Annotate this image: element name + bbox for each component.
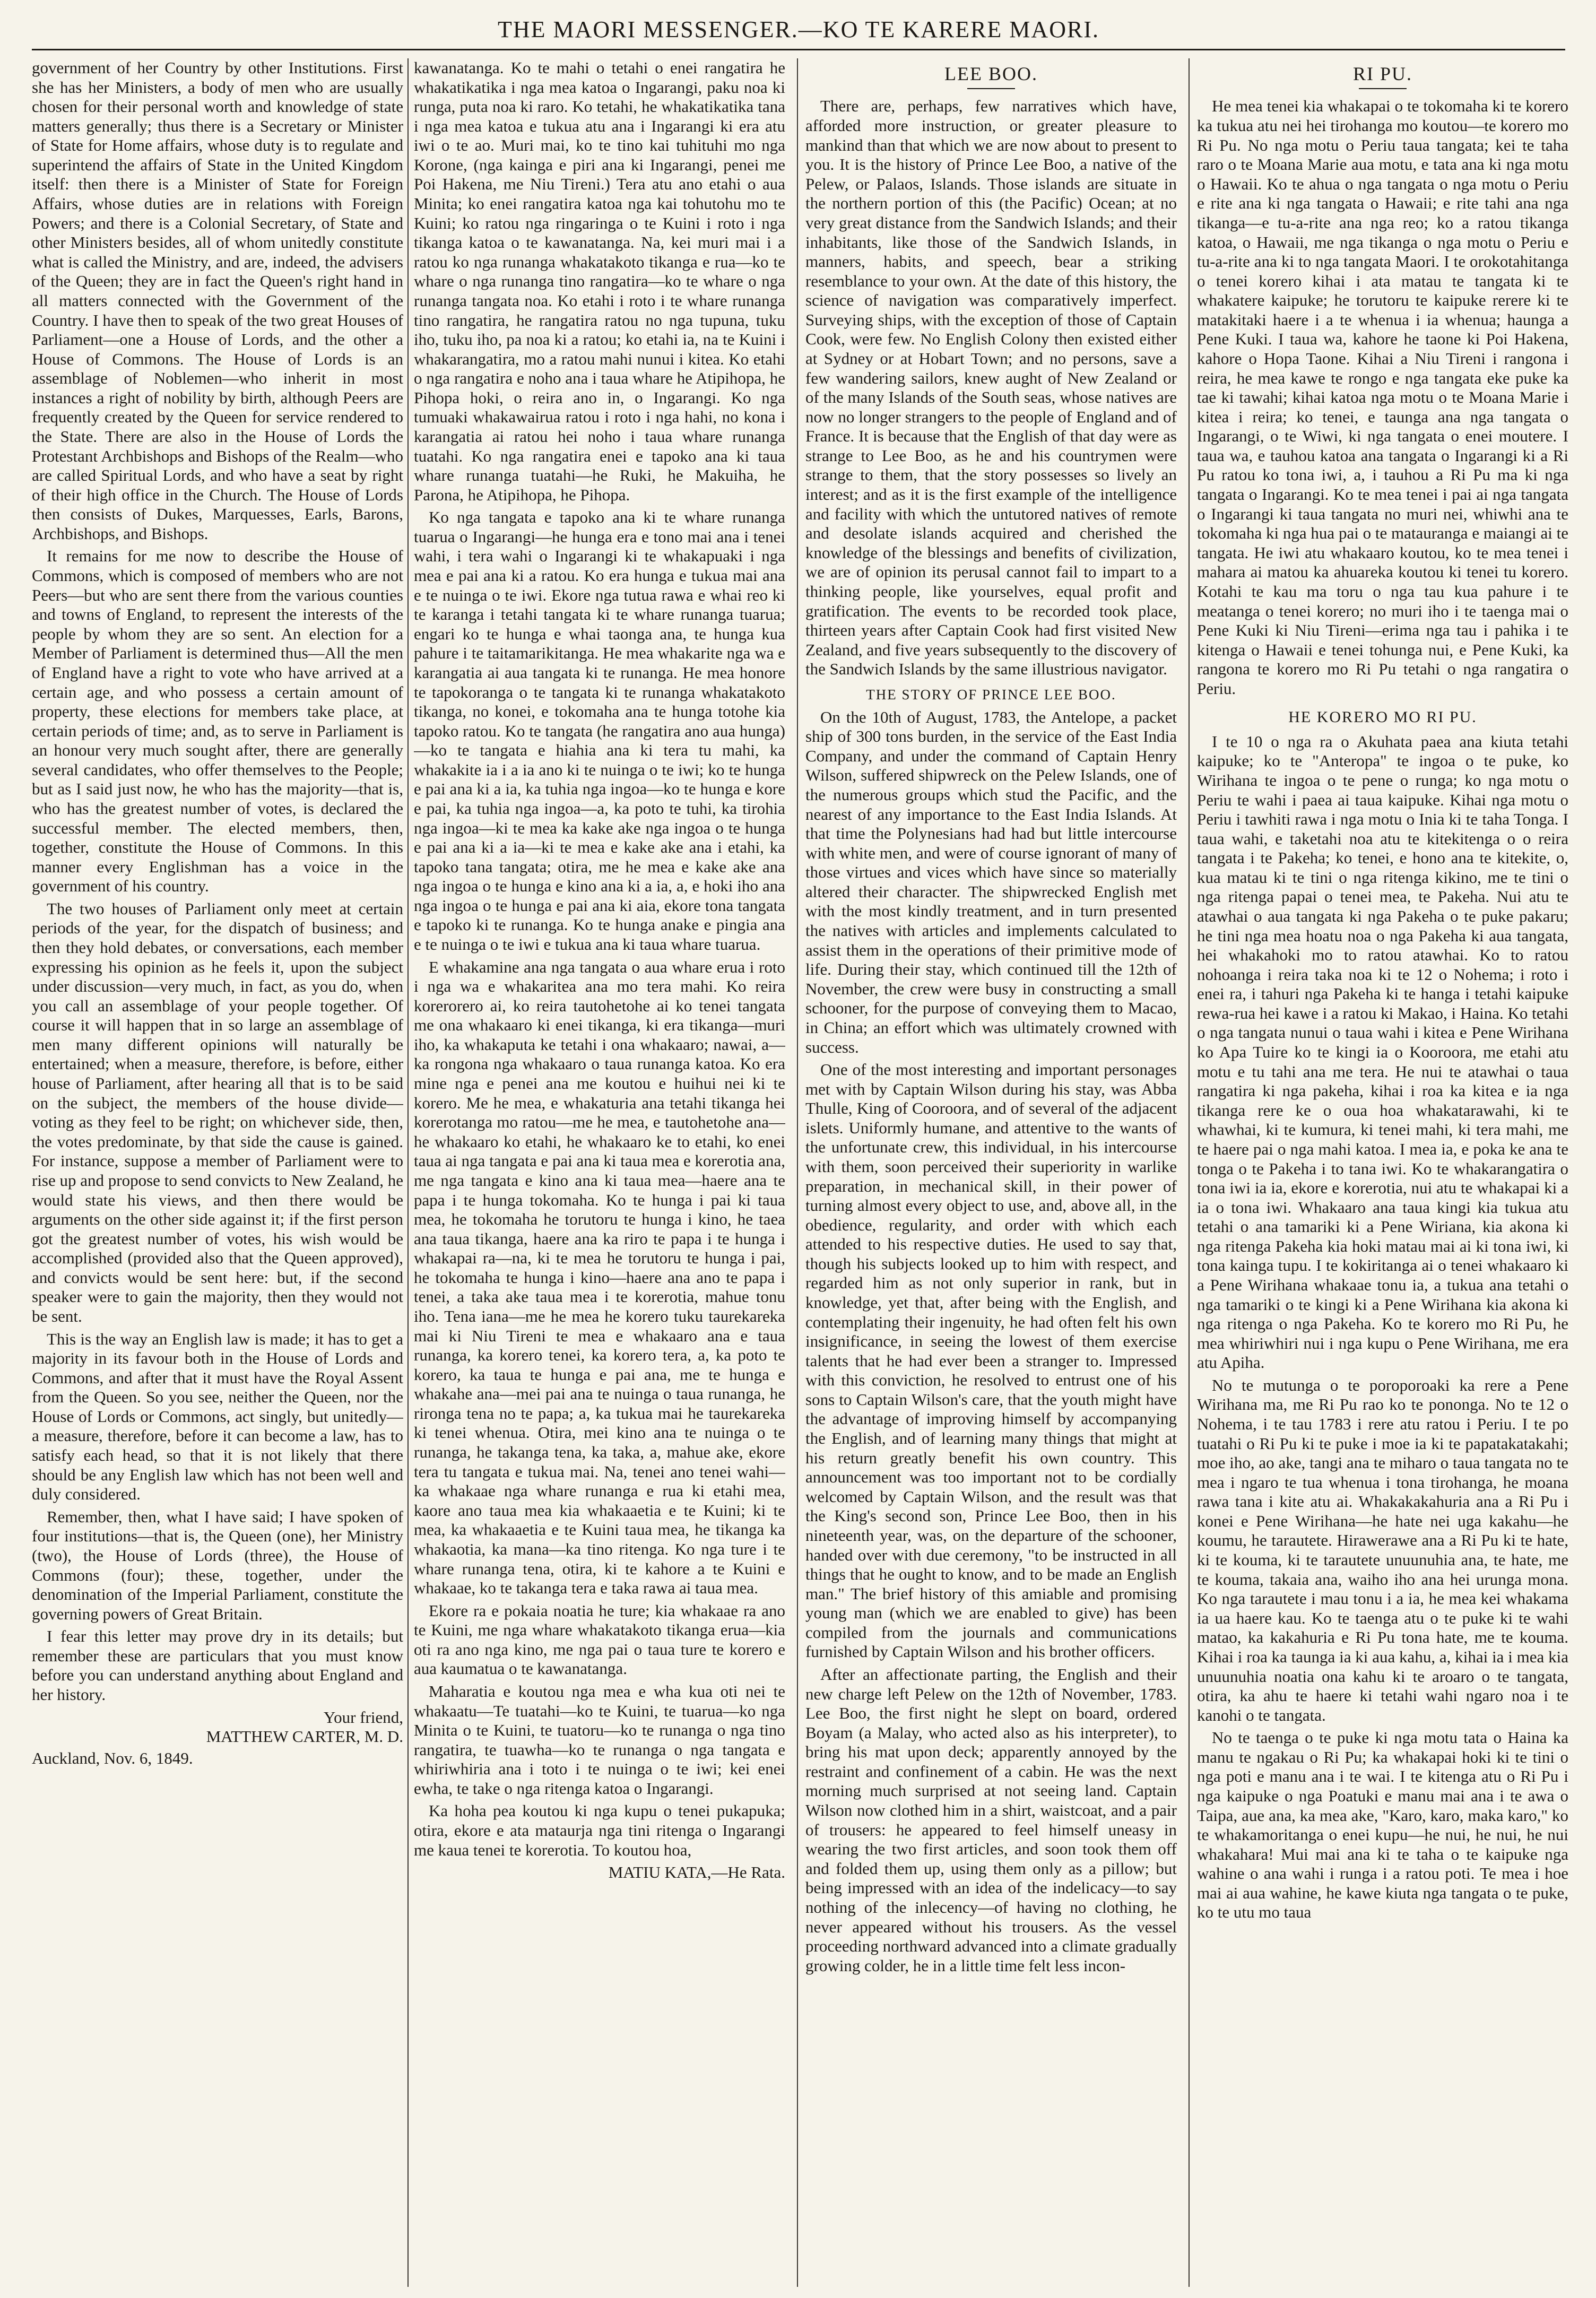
article-paragraph: There are, perhaps, few narratives which have, afforded more instruction, or greater pleasure to mankind than that which we are now about to present to you. It is the history of Prince Lee Boo, a native of the Pelew, or Palaos, Islands. Those islands are situate in the northern portion of this (the Pacific) Ocean; at no very great distance from the Sandwich Islands; and their inhabitants, like those of the Sandwich Islands, in manners, habits, and speech, bear a striking resemblance to your own. At the date of this history, the science of navigation was comparatively imperfect. Surveying ships, with the exception of those of Captain Cook, were few. No English Colony then existed either at Sydney or at Hobart Town; and no persons, save a few wandering sailors, knew aught of New Zealand or of the many Islands of the South seas, whose natives are now no longer strangers to the people of England and of France. It is because that the English of that day were as strange to Lee Boo, as he and his countrymen were strange to them, that the story possesses so lively an interest; and as it is the first example of the intelligence and facility with which the untutored natives of remote and desolate islands acquired and cherished the knowledge of the blessings and benefits of civilization, we are of opinion its perusal cannot fail to impart to a thinking people, like yourselves, equal profit and gratification. The events to be recorded took place, thirteen years after Captain Cook had first visited New Zealand, and five years subsequently to the discovery of the Sandwich Islands by the same illustrious navigator. <box>805 97 1177 679</box>
letter-closing: Your friend, <box>323 1707 403 1727</box>
maori-letter-paragraph: Ka hoha pea koutou ki nga kupu o tenei pukapuka; otira, ekore e ata mataurja nga tini ritenga o Ingarangi me kaua tenei te korerotia. To koutou hoa, <box>414 1801 785 1859</box>
column-ri-pu <box>1197 58 1568 2287</box>
article-title: RI PU. <box>1352 63 1413 84</box>
letter-paragraph: This is the way an English law is made; it has to get a majority in its favour both in the House of Lords and Commons, and after that it must have the Royal Assent from the Queen. So you see, neither the Queen, nor the House of Lords or Commons, act singly, but unitedly—a measure, therefore, before it can become a law, has to satisfy each head, so that it is not likely that there should be any English law which has not been well and duly considered. <box>32 1329 403 1504</box>
maori-letter-paragraph: E whakamine ana nga tangata o aua whare erua i roto i nga wa e whakaritea ana mo tera mahi. Ko reira korerorero ai, ko reira tautohetohe ai ko tenei tangata me ona whakaaro ki enei tikanga, ki era tikanga—muri iho, ka whakaputa ke tetahi i ona whakaaro; nawai, a—ka rongona nga whakaaro o taua runanga katoa. Ko era mine nga e penei ana me koutou e huihui nei ki te korero. Me he mea, e whakaturia ana tetahi tikanga hei korerotanga mo ratou—me he mea, e tautohetohe ana—he whakaaro ko etahi, he whakaaro ke to etahi, ko enei taua ai nga tangata e pai ana ki taua mea e korerotia ana, me nga tangata e kino ana ki taua mea—haere ana te papa i te hunga tokomaha. Ko te hunga i pai ki taua mea, he tokomaha he torutoru te hunga i kino, he taea ana taua tikanga, haere ana ka riro te papa i te hunga i whakapai ra—na, ki te mea he torutoru te hunga i pai, he tokomaha te hunga i kino—haere ana ano te papa i tenei, a taka ake taua mea i te korerotia, mahue tonu iho. Tena iana—me he mea he korero tuku taurekareka mai ki Niu Tireni te mea e whakaaro ana e taua runanga, ka korero tenei, ka korero tera, a, ka poto te korero, ka taua te hunga e pai ana, me te hunga e whakahe ana—mei pai ana te nuinga o taua runanga, he rironga tena no te papa; a, ka tukua mai he taurekareka ki tenei whenua. Otira, mei kino ana te nuinga o te runanga, he takanga tena, ka taka, a, mahue ake, ekore tera tu tangata e tukua mai. Na, tenei ano tenei wahi—ka whakaae nga whare runanga e rua ki etahi mea, kaore ano taua mea kia whakaaetia e te Kuini; ki te mea, ka whakaaetia e te Kuini taua mea, he tikanga ka whakaotia, ka mana—ka tino ritenga. Ko nga ture i te whare runanga tena, otira, ki te kahore a te Kuini e whakaae, ko te takanga tera e taka rawa ai taua mea. <box>414 957 785 1598</box>
column-maori-letter <box>414 58 785 2287</box>
article-subheading: THE STORY OF PRINCE LEE BOO. <box>866 686 1116 703</box>
maori-letter-signature: MATIU KATA,—He Rata. <box>608 1863 785 1882</box>
title-rule <box>967 88 1015 89</box>
article-paragraph: After an affectionate parting, the English and their new charge left Pelew on the 12th of November, 1783. Lee Boo, the first night he slept on board, ordered Boyam (a Malay, who acted also as his interpreter), to bring his mat upon deck; apparently annoyed by the restraint and confinement of a cabin. He was the next morning much surprised at not seeing land. Captain Wilson now clothed him in a shirt, waistcoat, and a pair of trousers: he appeared to feel himself uneasy in wearing the two first articles, and soon took them off and folded them up, using them only as a pillow; but being impressed with an idea of the indelicacy—to say nothing of the inlecency—of having no clothing, he never appeared without his trousers. As the vessel proceeding northward advanced into a climate gradually growing colder, he in a little time felt less incon- <box>805 1665 1177 1975</box>
article-paragraph: No te mutunga o te poroporoaki ka rere a Pene Wirihana ma, me Ri Pu rao ko te pononga. No te 12 o Nohema, i te tau 1783 i rere atu ratou i Periu. I te po tuatahi o Ri Pu ki te puke i moe ia ki te papatakatakahi; moe iho, ao ake, tangi ana te miharo o taua tangata no te mea i ngaro te tua whenua i tona tirohanga, he moana rawa tana i kite atu ai. Whakakakahuria ana a Ri Pu i konei e Pene Wirihana—he hate nei uga kakahu—he koumu, he tarautete. Hirawerawe ana a Ri Pu ki te hate, ki te kouma, ki te tarautete unuunuhia ana, te hate, me te kouma, takaia ana, waiho iho ana hei urunga mona. Ko nga tarautete i mau tonu i a ia, he mea kei whakama ia ua haere kau. Ko te taenga atu o te puke ki te wahi matao, ka kakahuria e Ri Pu tona hate, me te kouma. Kihai i roa ka taunga ia ki aua kahu, a, kihai ia i mea kia unuunuhia noatia ona kahu ki te aroaro o te tangata, otira, ka ahu te haere ki tetahi wahi ngaro noa i te kanohi o te tangata. <box>1197 1375 1568 1724</box>
letter-signoff <box>32 1708 403 1747</box>
article-paragraph: No te taenga o te puke ki nga motu tata o Haina ka manu te ngakau o Ri Pu; ka whakapai hoki ki te tini o nga poti e manu ana i te wai. I te kitenga atu o Ri Pu i nga kaipuke o nga Poatuki e manu mai ana i te awa o Taipa, aue ana, ka mea ake, "Karo, karo, maka karo," ko te whakamoritanga o enei kupu—he nui, he nui, he nui whakahara! Mui mai ana ki te taha o te kaipuke nga wahine o ana wahi i runga i a ratou poti. Te mea i hoe mai ai aua wahine, he kawe kiuta nga tangata o te puke, ko te utu mo taua <box>1197 1728 1568 1922</box>
letter-signature: MATTHEW CARTER, M. D. <box>206 1727 403 1746</box>
column-divider <box>1189 58 1190 2287</box>
article-paragraph: I te 10 o nga ra o Akuhata paea ana kiuta tetahi kaipuke; ko te "Anteropa" te ingoa o te puke, ko Wirihana te ingoa o te pene o runga; ko nga motu o Periu te wahi i paea ai taua kaipuke. Kihai nga motu o Periu i tawhiti rawa i nga motu o Inia ki te taha Tonga. I taua wahi, e taketahi noa atu te kitekitenga o o reira tangata i te Pakeha; ko tenei, e hono ana te kitekite, o, kua matau ki te tini o nga ritenga kikino, me te tini o nga ritenga papai o tenei mea, te Pakeha. Nui atu te atawhai o aua tangata ki nga Pakeha o te puke pakaru; he tini nga mea hoatu noa o nga Pakeha ki aua tangata, hei whakahoki mo to ratou atawhai. Ko to ratou nohoanga i reira taka noa ki te 12 o Nohema; i roto i enei ra, i tahuri nga Pakeha ki te hanga i tetahi kaipuke rewa-rua hei kawe i a ratou ki Makao, i Haina. Ko tetahi o nga tangata nunui o taua wahi i kitea e Pene Wirihana ko Apa Tuire ko te kingi ia o Kooroora, me etahi atu motu e tu tahi ana me tera. He nui te atawhai o taua rangatira ki nga pakeha, kihai i roa ka kitea e ia nga tikanga rere ke o oua hoa whakatarawahi, ki te whawhai, ki te kumura, ki tenei mahi, ki tera mahi, me te haere pai o nga mahi katoa. I mea ia, e poka ke ana te tonga o te Pakeha i to tana iwi. Ko te whakarangatira o tona iwi ia ia, ekore e korerotia, nui atu te whakapai ki a ia o tona iwi. Whakaaro ana taua kingi kia tukua atu tetahi o ana tamariki ki a Pene Wiriana, kia akona ki nga ritenga Pakeha kia hoki matau mai ai ki tona iwi, ki tona kainga tupu. I te kokiritanga ai o tenei whakaaro ki a Pene Wirihana whakaae tonu ia, a tukua ana tetahi o nga tamariki o te kingi ki a Pene Wirihana kia akona ki nga ritenga o nga Pakeha. Ko te korero mo Ri Pu, he mea whiriwhiri nui i nga kupu o Pene Wirihana, me era atu Apiha. <box>1197 732 1568 1372</box>
masthead-title: THE MAORI MESSENGER.—KO TE KARERE MAORI. <box>498 16 1099 42</box>
letter-paragraph: I fear this letter may prove dry in its details; but remember these are particulars that you must know before you can understand anything about England and her history. <box>32 1627 403 1704</box>
letter-paragraph: Remember, then, what I have said; I have spoken of four institutions—that is, the Queen (one), her Ministry (two), the House of Lords (three), the House of Commons (four); these, together, under the denomination of the Imperial Parliament, constitute the governing powers of Great Britain. <box>32 1507 403 1623</box>
article-subheading: HE KORERO MO RI PU. <box>1288 708 1477 726</box>
article-paragraph: One of the most interesting and important personages met with by Captain Wilson during his stay, was Abba Thulle, King of Cooroora, and of several of the adjacent islets. Uniformly humane, and attentive to the wants of the unfortunate crew, this individual, in his intercourse with them, soon perceived their superiority in warlike preparation, in mechanical skill, in their power of turning almost every object to use, and, above all, in the obedience, regularity, and order with which each attended to his respective duties. He used to say that, though his subjects looked up to him with respect, and regarded him as not only superior in rank, but in knowledge, yet that, after being with the English, and contemplating their ingenuity, he had often felt his own insignificance, in seeing the lowest of them exercise talents that he had ever been a stranger to. Impressed with this conviction, he resolved to entrust one of his sons to Captain Wilson's care, that the youth might have the advantage of improving himself by accompanying the English, and of learning many things that might at his return greatly benefit his own country. This announcement was too important not to be cordially welcomed by Captain Wilson, and the result was that the King's second son, Prince Lee Boo, then in his nineteenth year, was, on the departure of the schooner, handed over with due ceremony, "to be instructed in all things that he ought to know, and to be made an English man." The brief history of this amiable and promising young man (which we are enabled to give) has been compiled from the journals and communications furnished by Captain Wilson and his brother officers. <box>805 1060 1177 1661</box>
column-divider <box>407 58 409 2287</box>
maori-letter-paragraph: Ekore ra e pokaia noatia he ture; kia whakaae ra ano te Kuini, me nga whare whakatakoto tikanga erua—kia oti ra ano nga kino, me nga pai o taua ture te korero e aua kaumatua o te kawanatanga. <box>414 1601 785 1678</box>
title-rule <box>1359 88 1407 89</box>
masthead-rule <box>32 49 1565 50</box>
maori-letter-paragraph: Ko nga tangata e tapoko ana ki te whare runanga tuarua o Ingarangi—he hunga era e tono mai ana i tenei wahi, i tera wahi o Ingarangi ki te whakapuaki i nga mea e pai ana ki a ratou. Ko era hunga e tukua mai ana e te nuinga o te iwi. Ekore nga tutua rawa e whai reo ki te karanga i tetahi tangata ki te whare runanga tuarua; engari ko te hunga e whai taonga ana, te hunga kua pahure i te taitamarikitanga. He mea whakarite nga wa e karangatia ai aua tangata ki te runanga. He mea honore te tapokoranga o te tangata ki te runanga whakatakoto tikanga, no konei, e tokomaha ana te hunga totohe kia tapoko ratou. Ko te tangata (he rangatira ano aua hunga)—ko te tangata e hiahia ana ki tera tu mahi, ka whakakite ia i a ia ano ki te nuinga o te iwi; ko te hunga e pai ana ki a ia, ka tuhia nga ingoa—ko te hunga e kore e pai, ka tuhia nga ingoa—a, ka poto te tuhi, ka tirohia nga ingoa—ki te mea ka kake ake nga ingoa o te hunga e pai ana ki a ia—ki te mea e kake ake ana i etahi, ka tapoko tana tangata; otira, me he mea e kake ake ana nga ingoa o te hunga e kino ana ki a ia, a, e hoki iho ana nga ingoa o te hunga e pai ana ki aia, ekore tona tangata e tapoko ki te runanga. Ko te hunga anake e pingia ana e te nuinga o te iwi e tukua ana ki taua whare tuarua. <box>414 508 785 954</box>
article-paragraph: He mea tenei kia whakapai o te tokomaha ki te korero ka tukua atu nei hei tirohanga mo koutou—te korero mo Ri Pu. No nga motu o Periu taua tangata; kei te taha raro o te Moana Marie aua motu, e tata ana ki nga motu o Hawaii. Ko te ahua o nga tangata o nga motu o Periu e rite ana ki nga tangata o Hawaii; e rite tahi ana nga tikanga—e tu-a-rite ana nga reo; ko a ratou tikanga katoa, o Hawaii, me nga tikanga o nga motu o Periu e tu-a-rite ana ki to nga tangata Maori. I te orokotahitanga o tenei korero kihai i ata matau te tangata ki te whakatere kaipuke; he torutoru te kaipuke rerere ki te matakitaki haere i a te whenua i ia whenua; haunga a Pene Kuki. I taua wa, kahore he taone ki Poi Hakena, kahore o Hopa Taone. Kihai a Niu Tireni i rangona i reira, he mea kawe te rongo e nga tangata eke puke ka tae ki tawahi; kihai katoa nga motu o te Moana Marie i kitea i reira; ko tenei, e taunga ana nga tangata o Ingarangi, o te Wiwi, ki nga tangata o enei moutere. I taua wa, e tauhou katoa ana tangata o Ingarangi ki a Ri Pu ratou ko tona iwi, a, i tauhou a Ri Pu ma ki nga tangata o Ingarangi. Ko te mea tenei i pai ai nga tangata o Ingarangi ki taua tangata no muri nei, whiwhi ana te tokomaha ki nga hua pai o te matauranga e maiangi ai te tangata. He iwi atu whakaaro koutou, ko te mea tenei i mahara ai matou ka ahuareka koutou ki tenei tu korero. Kotahi te kau ma toru o nga tau kua pahure i te meatanga o tenei korero; no muri iho i te taenga mai o Pene Kuki ki Niu Tireni—erima nga tau i pahika i te kitenga o Hawaii e tenei tohunga nui, e Pene Kuki, ka rangona te korero mo Ri Pu tetahi o nga rangatira o Periu. <box>1197 97 1568 698</box>
maori-letter-paragraph: Maharatia e koutou nga mea e wha kua oti nei te whakaatu—Te tuatahi—ko te Kuini, te tuarua—ko nga Minita o te Kuini, te tuatoru—ko te runanga o nga tino rangatira, te tuawha—ko te runanga o nga tangata e whiriwhiria ana i toto i te nuinga o te iwi; kei enei ewha, te take o nga ritenga katoa o Ingarangi. <box>414 1681 785 1798</box>
letter-paragraph: The two houses of Parliament only meet at certain periods of the year, for the dispatch of business; and then they hold debates, or conversations, each member expressing his opinion as he feels it, upon the subject under discussion—very much, in fact, as you do, when you call an assemblage of your people together. Of course it will happen that in so large an assemblage of men many different opinions will naturally be entertained; when a measure, therefore, is before, either house of Parliament, after hearing all that is to be said on the subject, the members of the house divide—voting as they feel to be right; on whichever side, then, the votes predominate, by that side the cause is gained. For instance, suppose a member of Parliament were to rise up and propose to send convicts to New Zealand, he would state his views, and then there would be arguments on the other side against it; if the first person got the greatest number of votes, his wish would be accomplished (provided also that the Queen approved), and convicts would be sent here: but, if the second speaker were to gain the majority, then they would not be sent. <box>32 899 403 1325</box>
letter-paragraph: government of her Country by other Institutions. First she has her Ministers, a body of men who are usually chosen for their personal worth and knowledge of state matters generally; thus there is a Secretary or Minister of State for Home affairs, whose duty is to regulate and superintend the affairs of State in the United Kingdom itself: then there is a Minister of State for Foreign Affairs, whose duties are in relations with Foreign Powers; and there is a Colonial Secretary, of State and other Ministers besides, all of whom unitedly constitute what is called the Ministry, and are, indeed, the advisers of the Queen; they are in fact the Queen's right hand in all matters connected with the Government of the Country. I have then to speak of the two great Houses of Parliament—one a House of Lords, and the other a House of Commons. The House of Lords is an assemblage of Noblemen—who inherit in most instances a right of nobility by birth, although Peers are frequently created by the Queen for service rendered to the State. There are also in the House of Lords the Protestant Archbishops and Bishops of the Realm—who are called Spiritual Lords, and who have a seat by right of their high office in the Church. The House of Lords then consists of Dukes, Marquesses, Earls, Barons, Archbishops, and Bishops. <box>32 58 403 543</box>
column-english-letter <box>32 58 403 2287</box>
article-paragraph: On the 10th of August, 1783, the Antelope, a packet ship of 300 tons burden, in the service of the East India Company, and under the command of Captain Henry Wilson, suffered shipwreck on the Pelew Islands, one of the numerous groups which stud the Pacific, and the nearest of any importance to the East India Islands. At that time the Polynesians had had but little intercourse with white men, and were of course ignorant of many of those virtues and vices which have since so materially altered their character. The shipwrecked English met with the most kindly treatment, and in turn presented the natives with articles and implements calculated to assist them in the operations of their primitive mode of life. During their stay, which continued till the 12th of November, the crew were busy in constructing a small schooner, for the purpose of conveying them to Macao, in China; an effort which was ultimately crowned with success. <box>805 707 1177 1056</box>
column-lee-boo <box>805 58 1177 2287</box>
article-title: LEE BOO. <box>944 63 1038 84</box>
letter-paragraph: It remains for me now to describe the House of Commons, which is composed of members who are not Peers—but who are sent there from the various counties and towns of England, to represent the interests of the people by whom they are so sent. An election for a Member of Parliament is determined thus—All the men of England have a right to vote who have arrived at a certain age, and who possess a certain amount of property, these elections for members take place, at certain periods of time; and, as to serve in Parliament is an honour very much sought after, there are generally several candidates, who offer themselves to the People; but as I said just now, he who has the majority—that is, who has the greatest number of votes, is declared the successful member. The elected members, then, together, constitute the House of Commons. In this manner every Englishman has a voice in the government of his country. <box>32 547 403 896</box>
column-divider <box>797 58 798 2287</box>
maori-letter-paragraph: kawanatanga. Ko te mahi o tetahi o enei rangatira he whakatikatika i nga mea katoa o Ingarangi, paku noa ki runga, puta noa ki raro. Ko tetahi, he whakatikatika tana i nga mea katoa e tukua atu ana i Ingarangi ki era atu iwi o te ao. Muri mai, ko te tino kai tuhituhi mo nga Korone, (nga kainga e piri ana ki Ingarangi, penei me Poi Hakena, me Niu Tireni.) Tera atu ano etahi o aua Minita; ko enei rangatira katoa nga kai tohutohu mo te Kuini; ko ratou nga ringaringa o te Kuini i roto i nga tikanga katoa o te kawanatanga. Na, kei muri mai i a ratou ko nga runanga whakatakoto tikanga e rua—ko te whare o nga runanga tino rangatira—ko te whare o nga runanga tangata noa. Ko etahi i roto i te whare runanga tino rangatira, he rangatira ratou no nga tupuna, tuku iho, tuku iho, pa noa ki a ratou; ko etahi ia, na te Kuini i whakarangatira, mo a ratou mahi nunui i kitea. Ko etahi o nga rangatira e noho ana i taua whare he Atipihopa, he Pihopa hoki, o reira ano in, o Ingarangi. Ko nga tumuaki whakawairua ratou i roto i nga hahi, no kona i karangatia ai ratou hei noho i taua whare runanga tuatahi. Ko nga rangatira enei e tapoko ana ki taua whare runanga tuatahi—he Ruki, he Makuiha, he Parona, he Atipihopa, he Pihopa. <box>414 58 785 504</box>
letter-dateline: Auckland, Nov. 6, 1849. <box>32 1748 193 1767</box>
